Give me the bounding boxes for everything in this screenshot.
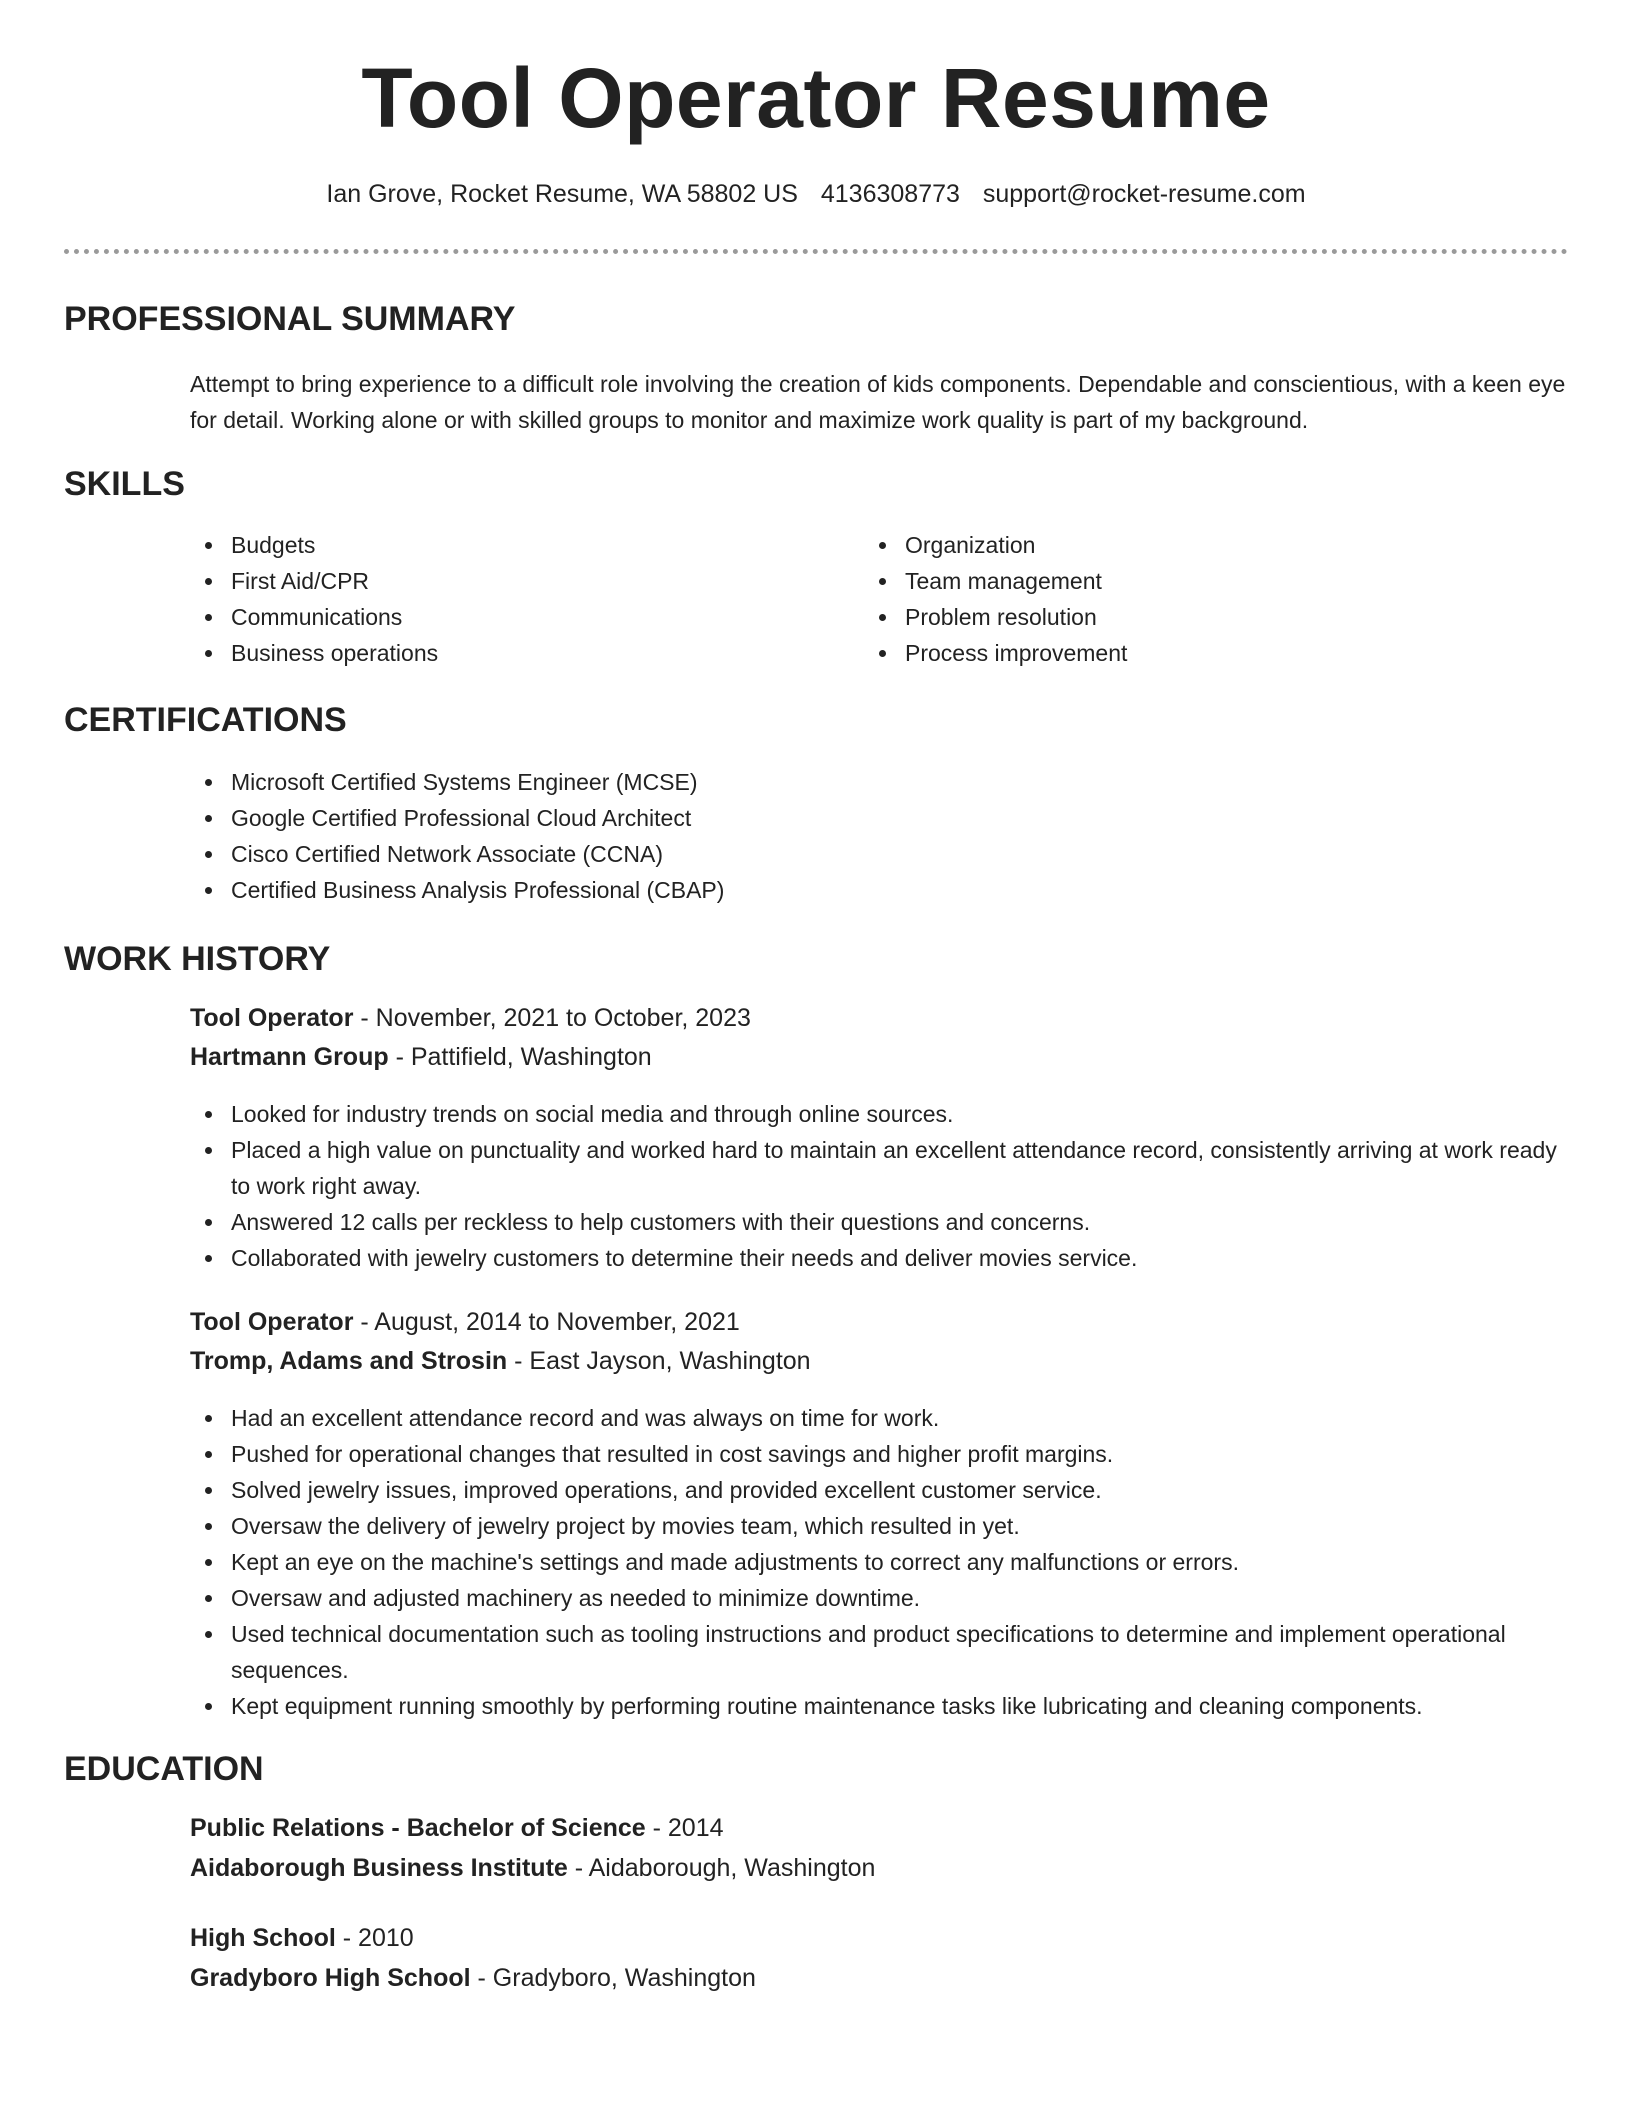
- section-heading-education: EDUCATION: [64, 1750, 264, 1788]
- job-location: - East Jayson, Washington: [507, 1347, 811, 1375]
- skills-list-right: [862, 527, 1462, 671]
- list-item: Certified Business Analysis Professional (CBAP): [188, 872, 1568, 908]
- job-bullets: [188, 1096, 1573, 1276]
- job-location: - Pattifield, Washington: [388, 1043, 652, 1071]
- education-degree: High School: [190, 1924, 336, 1952]
- list-item: Looked for industry trends on social media and through online sources.: [188, 1096, 1573, 1132]
- skills-list-left: [188, 527, 788, 671]
- job-company-line: [190, 1347, 811, 1376]
- job-title: Tool Operator: [190, 1004, 354, 1032]
- job-company-line: [190, 1043, 652, 1072]
- job-title-line: [190, 1004, 751, 1033]
- education-year: - 2010: [335, 1924, 414, 1952]
- list-item: Had an excellent attendance record and was always on time for work.: [188, 1400, 1573, 1436]
- list-item: Collaborated with jewelry customers to determine their needs and deliver movies service.: [188, 1240, 1573, 1276]
- section-heading-summary: PROFESSIONAL SUMMARY: [64, 300, 516, 338]
- education-school: Gradyboro High School: [190, 1964, 471, 1992]
- job-title: Tool Operator: [190, 1308, 354, 1336]
- list-item: Problem resolution: [862, 599, 1462, 635]
- job-company: Hartmann Group: [190, 1043, 389, 1071]
- list-item: Google Certified Professional Cloud Architect: [188, 800, 1568, 836]
- list-item: Kept equipment running smoothly by performing routine maintenance tasks like lubricating and cleaning components.: [188, 1688, 1573, 1724]
- education-location: - Aidaborough, Washington: [567, 1854, 876, 1882]
- job-bullets: [188, 1400, 1573, 1724]
- section-heading-skills: SKILLS: [64, 465, 185, 503]
- section-heading-work-history: WORK HISTORY: [64, 940, 331, 978]
- list-item: Process improvement: [862, 635, 1462, 671]
- contact-phone: 4136308773: [820, 180, 960, 208]
- summary-text: Attempt to bring experience to a difficult role involving the creation of kids components. Dependable and conscientious, with a keen eye for detail. Working alone or with skilled groups to monitor and maximize work quality is part of my background.: [190, 371, 1566, 433]
- education-degree-line: [190, 1814, 724, 1843]
- list-item: Solved jewelry issues, improved operations, and provided excellent customer service.: [188, 1472, 1573, 1508]
- job-dates: - November, 2021 to October, 2023: [353, 1004, 751, 1032]
- header-divider: [64, 249, 1568, 254]
- list-item: Budgets: [188, 527, 788, 563]
- education-school-line: [190, 1854, 875, 1883]
- list-item: Used technical documentation such as tooling instructions and product specifications to determine and implement operational sequences.: [188, 1616, 1573, 1688]
- list-item: Team management: [862, 563, 1462, 599]
- job-title-line: [190, 1308, 740, 1337]
- education-degree: Public Relations - Bachelor of Science: [190, 1814, 646, 1842]
- education-school-line: [190, 1964, 756, 1993]
- certifications-list: [188, 764, 1568, 908]
- list-item: Oversaw the delivery of jewelry project by movies team, which resulted in yet.: [188, 1508, 1573, 1544]
- education-year: - 2014: [645, 1814, 724, 1842]
- list-item: Business operations: [188, 635, 788, 671]
- list-item: Kept an eye on the machine's settings and made adjustments to correct any malfunctions or errors.: [188, 1544, 1573, 1580]
- job-dates: - August, 2014 to November, 2021: [353, 1308, 740, 1336]
- contact-address: Ian Grove, Rocket Resume, WA 58802 US: [326, 180, 798, 208]
- list-item: Pushed for operational changes that resulted in cost savings and higher profit margins.: [188, 1436, 1573, 1472]
- list-item: Communications: [188, 599, 788, 635]
- section-heading-certifications: CERTIFICATIONS: [64, 701, 347, 739]
- job-company: Tromp, Adams and Strosin: [190, 1347, 508, 1375]
- list-item: First Aid/CPR: [188, 563, 788, 599]
- list-item: Microsoft Certified Systems Engineer (MCSE): [188, 764, 1568, 800]
- list-item: Organization: [862, 527, 1462, 563]
- list-item: Placed a high value on punctuality and worked hard to maintain an excellent attendance record, consistently arriving at work ready to work right away.: [188, 1132, 1573, 1204]
- list-item: Cisco Certified Network Associate (CCNA): [188, 836, 1568, 872]
- education-location: - Gradyboro, Washington: [470, 1964, 756, 1992]
- list-item: Answered 12 calls per reckless to help customers with their questions and concerns.: [188, 1204, 1573, 1240]
- contact-email: support@rocket-resume.com: [982, 180, 1306, 208]
- education-school: Aidaborough Business Institute: [190, 1854, 568, 1882]
- education-degree-line: [190, 1924, 414, 1953]
- contact-line: [0, 180, 1632, 209]
- list-item: Oversaw and adjusted machinery as needed to minimize downtime.: [188, 1580, 1573, 1616]
- page-title: Tool Operator Resume: [361, 51, 1271, 145]
